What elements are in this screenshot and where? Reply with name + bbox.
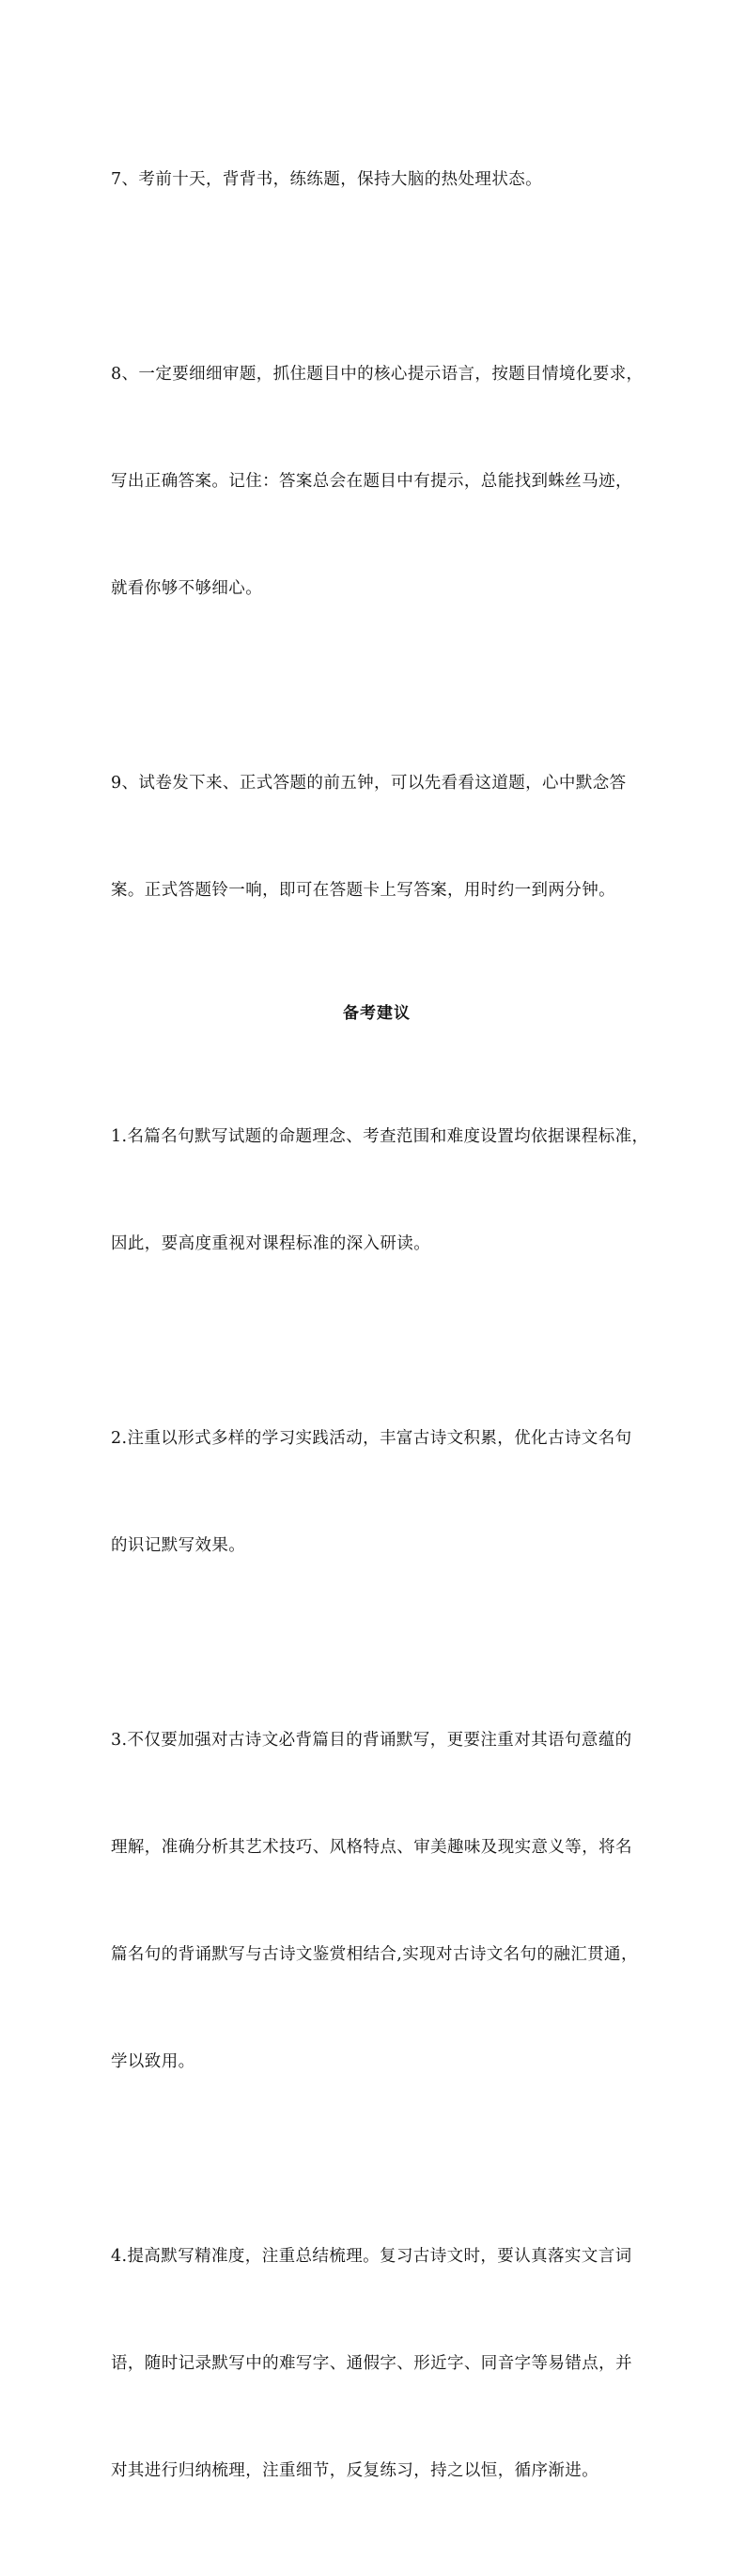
tip-paragraph-7 [111, 90, 643, 269]
text-line: 1.名篇名句默写试题的命题理念、考查范围和难度设置均依据课程标准， [111, 1127, 649, 1146]
text-line: 2.注重以形式多样的学习实践活动，丰富古诗文积累，优化古诗文名句 [111, 1429, 632, 1448]
suggestion-paragraph-3 [111, 1651, 643, 2151]
text-line: 7、考前十天，背背书，练练题，保持大脑的热处理状态。 [111, 170, 543, 189]
text-line: 对其进行归纳梳理，注重细节，反复练习，持之以恒，循序渐进。 [111, 2461, 599, 2480]
text-line: 篇名句的背诵默写与古诗文鉴赏相结合,实现对古诗文名句的融汇贯通， [111, 1945, 638, 1964]
document-page [111, 90, 649, 2576]
tip-paragraph-8 [111, 285, 643, 678]
suggestion-paragraph-1 [111, 1047, 649, 1333]
text-line: 4.提高默写精准度，注重总结梳理。复习古诗文时，要认真落实文言词 [111, 2247, 632, 2266]
section-heading: 备考建议 [343, 1004, 411, 1023]
text-line: 的识记默写效果。 [111, 1536, 246, 1555]
text-line: 语，随时记录默写中的难写字、通假字、形近字、同音字等易错点，并 [111, 2354, 632, 2373]
text-line: 就看你够不够细心。 [111, 579, 263, 598]
tip-paragraph-9 [111, 694, 643, 980]
text-line: 因此，要高度重视对课程标准的深入研读。 [111, 1234, 431, 1253]
text-line: 案。正式答题铃一响，即可在答题卡上写答案，用时约一到两分钟。 [111, 881, 615, 900]
suggestion-paragraph-2 [111, 1349, 643, 1635]
text-line: 9、试卷发下来、正式答题的前五钟，可以先看看这道题，心中默念答 [111, 774, 627, 793]
text-line: 3.不仅要加强对古诗文必背篇目的背诵默写，更要注重对其语句意蕴的 [111, 1731, 632, 1750]
text-line: 理解，准确分析其艺术技巧、风格特点、审美趣味及现实意义等，将名 [111, 1838, 632, 1857]
text-line: 学以致用。 [111, 2052, 195, 2071]
text-line: 8、一定要细细审题，抓住题目中的核心提示语言，按题目情境化要求， [111, 365, 644, 384]
suggestion-paragraph-4 [111, 2167, 643, 2560]
text-line: 写出正确答案。记住：答案总会在题目中有提示，总能找到蛛丝马迹， [111, 472, 632, 491]
